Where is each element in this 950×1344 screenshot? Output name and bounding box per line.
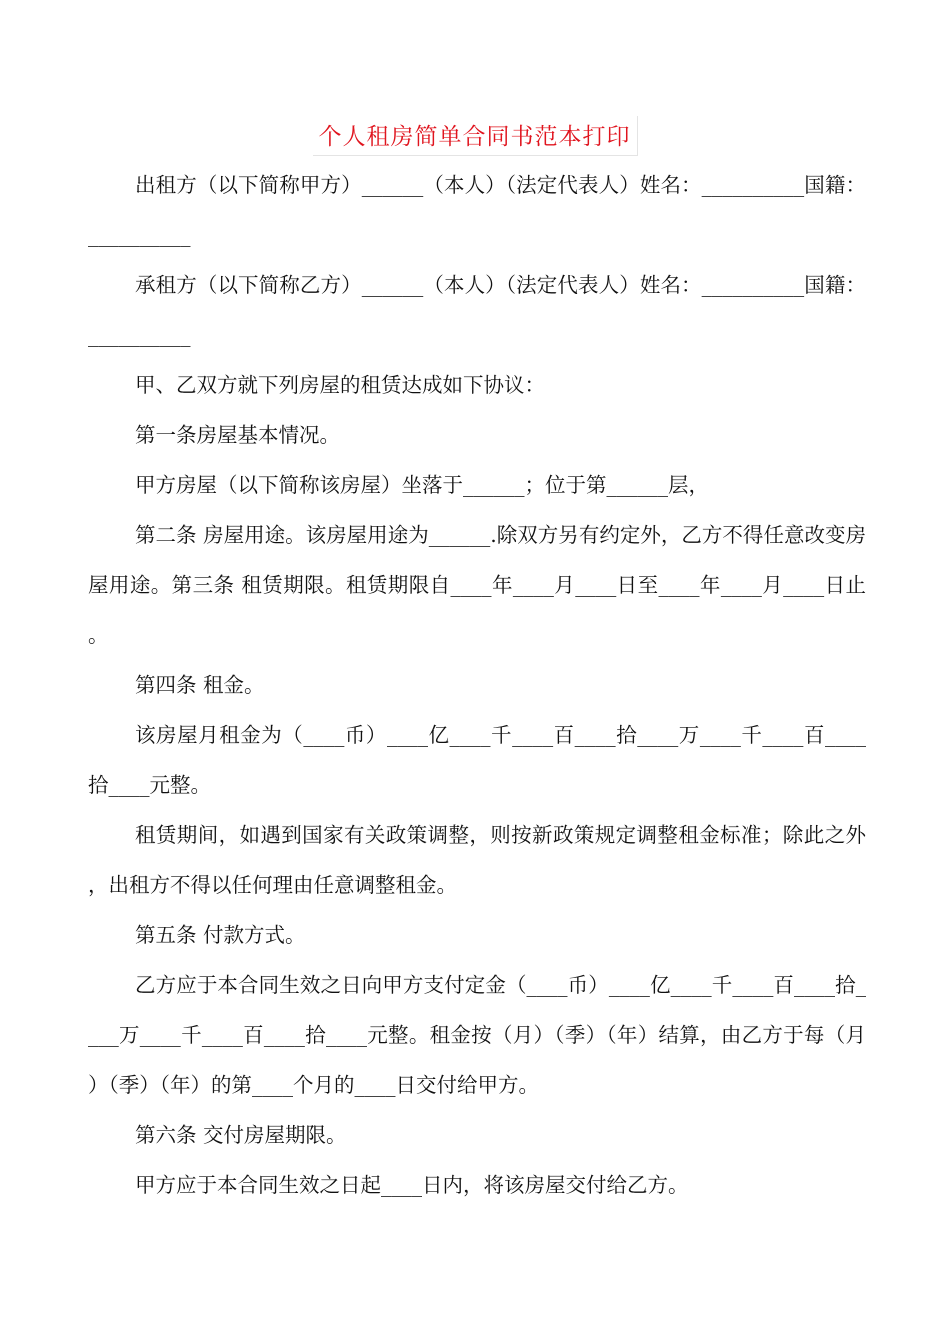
paragraph-monthly-rent: 该房屋月租金为（____币）____亿____千____百____拾____万____千____百____拾____元整。: [88, 723, 866, 797]
title-container: [0, 116, 950, 156]
paragraph-lessor: 出租方（以下简称甲方）______（本人）（法定代表人）姓名：__________国籍：__________: [88, 173, 866, 247]
paragraph-article-5-heading: 第五条 付款方式。: [135, 923, 306, 947]
paragraph-article-4-heading: 第四条 租金。: [135, 673, 265, 697]
paragraph-lessee: 承租方（以下简称乙方）______（本人）（法定代表人）姓名：__________国籍：__________: [88, 273, 866, 347]
paragraph-payment-terms: 乙方应于本合同生效之日向甲方支付定金（____币）____亿____千____百____拾____万____千____百____拾____元整。租金按（月）（季）（年）结算，由乙方于每（月）（季）（年）的第____个月的____日交付给甲方。: [88, 973, 866, 1097]
paragraph-article-6-heading: 第六条 交付房屋期限。: [135, 1123, 347, 1147]
paragraph-article-2-3: 第二条 房屋用途。该房屋用途为______.除双方另有约定外，乙方不得任意改变房屋用途。第三条 租赁期限。租赁期限自____年____月____日至____年____月____日止。: [88, 523, 866, 647]
paragraph-rent-adjustment: 租赁期间，如遇到国家有关政策调整，则按新政策规定调整租金标准；除此之外，出租方不得以任何理由任意调整租金。: [88, 823, 866, 897]
paragraph-delivery-term: 甲方应于本合同生效之日起____日内，将该房屋交付给乙方。: [135, 1173, 689, 1197]
paragraph-article-1-heading: 第一条房屋基本情况。: [135, 423, 340, 447]
document-title: 个人租房简单合同书范本打印: [313, 116, 638, 156]
document-body: [88, 160, 866, 1210]
paragraph-agreement-intro: 甲、乙双方就下列房屋的租赁达成如下协议：: [135, 373, 545, 397]
paragraph-property-location: 甲方房屋（以下简称该房屋）坐落于______；位于第______层，: [135, 473, 709, 497]
